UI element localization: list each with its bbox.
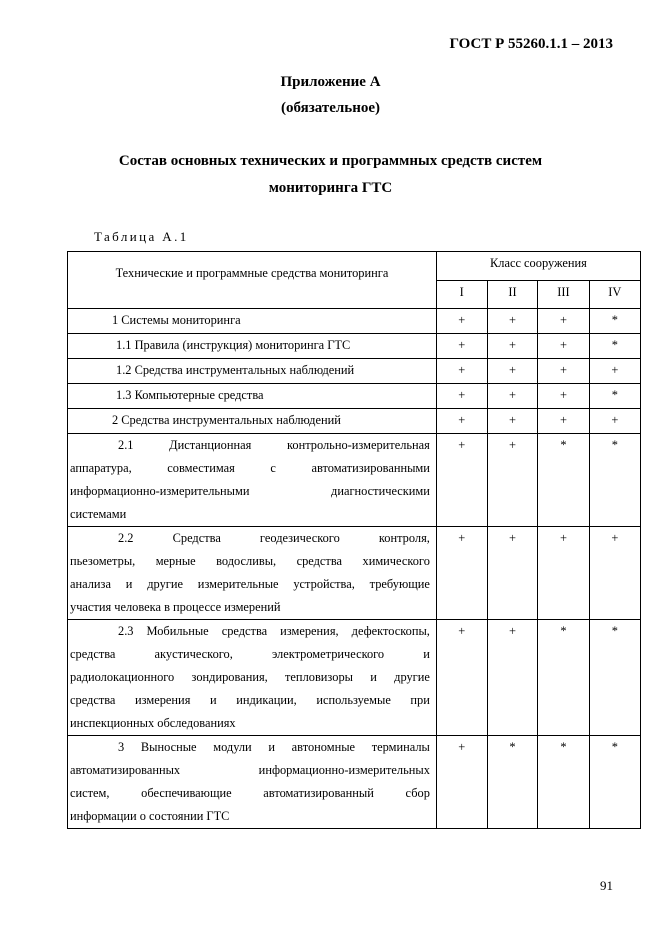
class-mark-cell: +: [538, 409, 589, 434]
class-mark-cell: +: [436, 434, 487, 527]
row-description: [68, 620, 437, 736]
class-mark-cell: +: [487, 409, 538, 434]
class-mark-cell: *: [487, 736, 538, 829]
table-row: [68, 309, 641, 334]
class-mark-cell: +: [538, 334, 589, 359]
row-text-line: системами: [70, 507, 127, 521]
class-mark-cell: +: [436, 620, 487, 736]
class-mark-cell: +: [589, 359, 640, 384]
table-row: [68, 527, 641, 620]
class-mark-cell: *: [538, 434, 589, 527]
row-text-line: 2.1 Дистанционная контрольно-измерительная: [118, 438, 430, 452]
class-mark-cell: +: [487, 309, 538, 334]
class-mark-cell: *: [589, 434, 640, 527]
row-text-line: средства акустического, электрометрического и: [70, 647, 430, 661]
class-mark-cell: +: [487, 434, 538, 527]
class-mark-cell: +: [538, 527, 589, 620]
row-text-line: 2.3 Мобильные средства измерения, дефектоскопы,: [118, 624, 430, 638]
row-text-line: пьезометры, мерные водосливы, средства химического: [70, 554, 430, 568]
table-row: [68, 359, 641, 384]
row-text-line: участия человека в процессе измерений: [70, 600, 281, 614]
class-mark-cell: *: [589, 736, 640, 829]
row-text-line: средства измерения и индикации, используемые при: [70, 693, 430, 707]
class-mark-cell: +: [436, 384, 487, 409]
class-mark-cell: +: [487, 359, 538, 384]
row-text-line: анализа и другие измерительные устройства, требующие: [70, 577, 430, 591]
table-row: [68, 409, 641, 434]
appendix-title: Приложение А: [280, 74, 381, 90]
class-mark-cell: +: [487, 384, 538, 409]
row-text-line: радиолокационного зондирования, тепловизоры и другие: [70, 670, 430, 684]
class-mark-cell: +: [487, 527, 538, 620]
class-mark-cell: *: [538, 736, 589, 829]
row-text-line: автоматизированных информационно-измерительных: [70, 763, 430, 777]
row-text-line: информационно-измерительными диагностическими: [70, 484, 430, 498]
row-text: 1 Системы мониторинга: [112, 313, 241, 327]
class-mark-cell: *: [589, 309, 640, 334]
table-caption: Таблица А.1: [94, 229, 189, 244]
table-row: [68, 334, 641, 359]
class-mark-cell: +: [538, 309, 589, 334]
appendix-status: (обязательное): [280, 100, 381, 116]
table-header-row: [68, 252, 641, 281]
row-text-line: информации о состоянии ГТС: [70, 809, 230, 823]
class-mark-cell: +: [436, 334, 487, 359]
row-description: [68, 736, 437, 829]
class-mark-cell: +: [436, 527, 487, 620]
row-text-line: систем, обеспечивающие автоматизированный сбор: [70, 786, 430, 800]
col-desc-header: Технические и программные средства мониторинга: [68, 252, 437, 309]
class-i-header: I: [436, 280, 487, 309]
row-description: [68, 409, 437, 434]
row-text: 2 Средства инструментальных наблюдений: [112, 413, 341, 427]
row-description: [68, 434, 437, 527]
row-text-line: 3 Выносные модули и автономные терминалы: [118, 740, 430, 754]
class-mark-cell: +: [436, 736, 487, 829]
class-mark-cell: *: [538, 620, 589, 736]
doc-title-line1: Состав основных технических и программных средств систем: [118, 153, 543, 169]
row-text-line: инспекционных обследованиях: [70, 716, 236, 730]
class-mark-cell: +: [487, 334, 538, 359]
doc-title-line2: мониторинга ГТС: [268, 180, 393, 196]
class-ii-header: II: [487, 280, 538, 309]
class-mark-cell: +: [589, 527, 640, 620]
monitoring-table: [67, 251, 641, 829]
class-mark-cell: *: [589, 384, 640, 409]
table-row: [68, 384, 641, 409]
class-mark-cell: +: [436, 409, 487, 434]
row-description: [68, 384, 437, 409]
class-mark-cell: +: [487, 620, 538, 736]
class-mark-cell: +: [589, 409, 640, 434]
class-iii-header: III: [538, 280, 589, 309]
row-description: [68, 309, 437, 334]
class-mark-cell: +: [538, 384, 589, 409]
row-text: 1.3 Компьютерные средства: [116, 388, 264, 402]
table-row: [68, 736, 641, 829]
class-mark-cell: +: [436, 359, 487, 384]
class-mark-cell: +: [538, 359, 589, 384]
table-row: [68, 620, 641, 736]
class-iv-header: IV: [589, 280, 640, 309]
row-text-line: аппаратура, совместимая с автоматизированными: [70, 461, 430, 475]
class-mark-cell: *: [589, 334, 640, 359]
row-description: [68, 527, 437, 620]
row-text: 1.1 Правила (инструкция) мониторинга ГТС: [116, 338, 351, 352]
col-class-header: Класс сооружения: [436, 252, 640, 281]
class-mark-cell: *: [589, 620, 640, 736]
class-mark-cell: +: [436, 309, 487, 334]
table-row: [68, 434, 641, 527]
row-description: [68, 359, 437, 384]
row-description: [68, 334, 437, 359]
row-text-line: 2.2 Средства геодезического контроля,: [118, 531, 430, 545]
standard-number: ГОСТ Р 55260.1.1 – 2013: [449, 36, 613, 52]
row-text: 1.2 Средства инструментальных наблюдений: [116, 363, 355, 377]
page-number: 91: [600, 878, 613, 893]
